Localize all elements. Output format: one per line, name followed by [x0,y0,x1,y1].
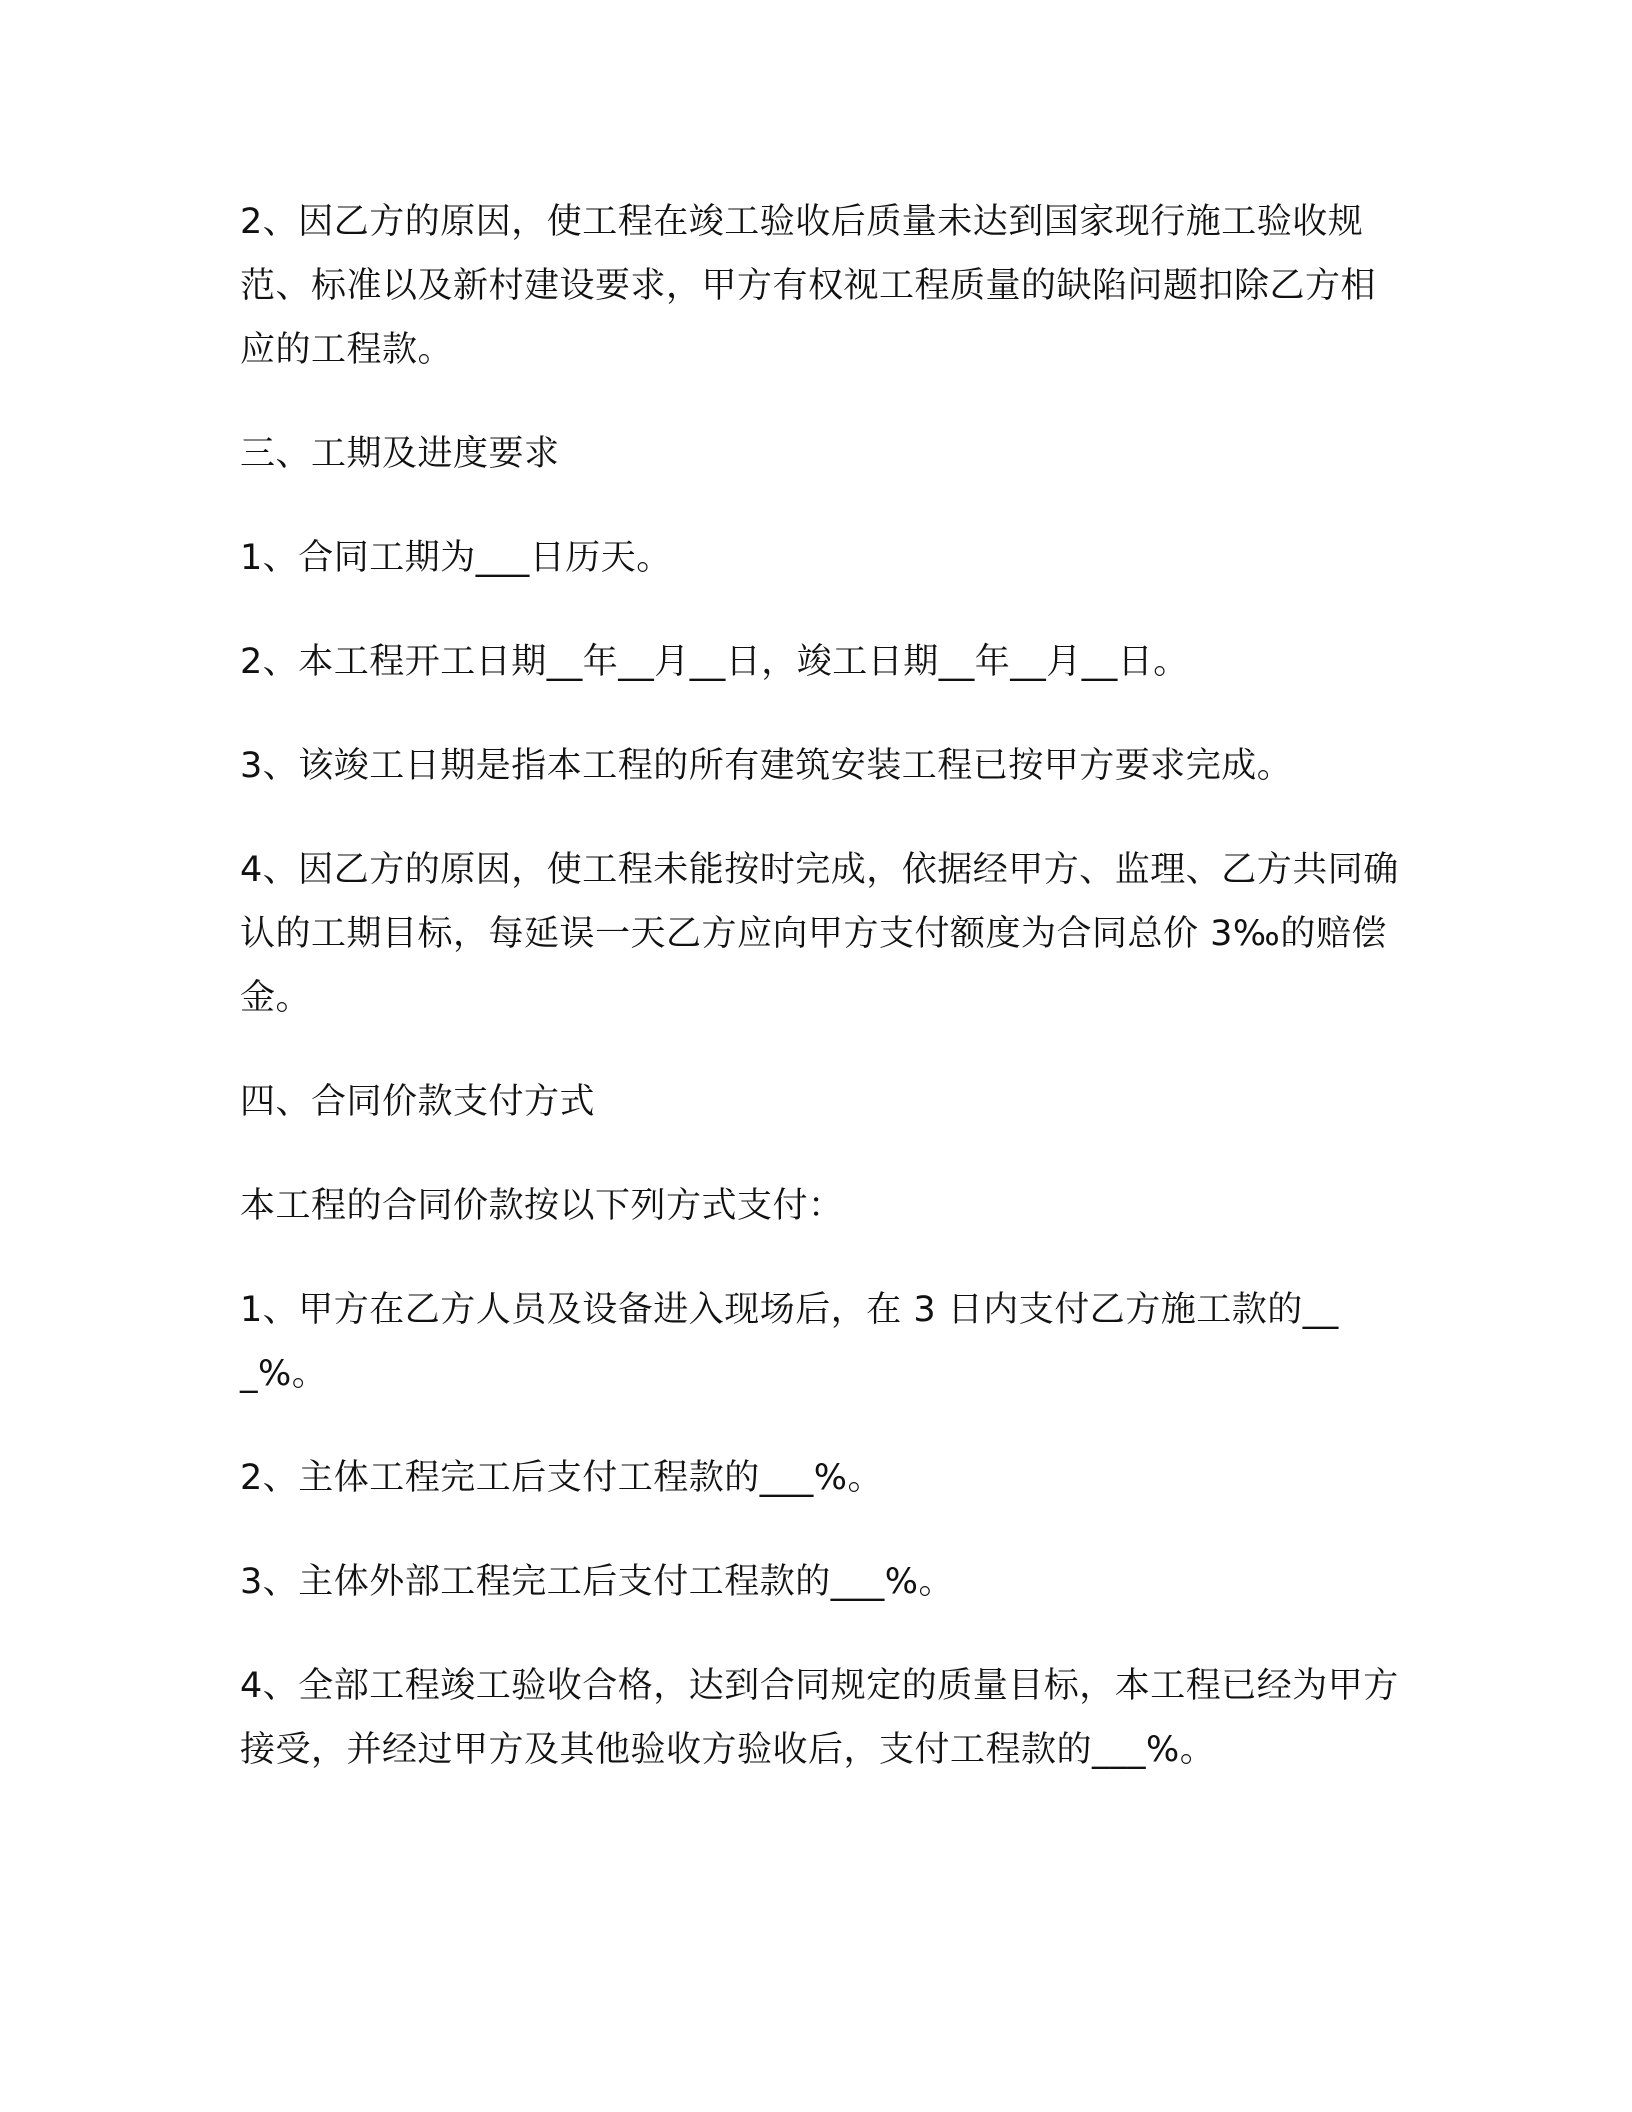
paragraph-contract-duration: 1、合同工期为___日历天。 [240,538,672,578]
section-heading-payment: 四、合同价款支付方式 [240,1082,596,1122]
paragraph-delay-penalty: 4、因乙方的原因，使工程未能按时完成，依据经甲方、监理、乙方共同确认的工期目标，每延误一天乙方应向甲方支付额度为合同总价 3‰的赔偿金。 [240,850,1399,1018]
paragraph-quality-deduction: 2、因乙方的原因，使工程在竣工验收后质量未达到国家现行施工验收规范、标准以及新村建设要求，甲方有权视工程质量的缺陷问题扣除乙方相应的工程款。 [240,202,1377,370]
paragraph-start-end-dates: 2、本工程开工日期__年__月__日，竣工日期__年__月__日。 [240,642,1189,682]
paragraph-payment-2: 2、主体工程完工后支付工程款的___%。 [240,1458,884,1498]
document-body [240,190,1400,1822]
paragraph-completion-definition: 3、该竣工日期是指本工程的所有建筑安装工程已按甲方要求完成。 [240,746,1293,786]
paragraph-payment-4: 4、全部工程竣工验收合格，达到合同规定的质量目标，本工程已经为甲方接受，并经过甲方及其他验收方验收后，支付工程款的___%。 [240,1666,1399,1770]
paragraph-payment-3: 3、主体外部工程完工后支付工程款的___%。 [240,1562,955,1602]
paragraph-payment-intro: 本工程的合同价款按以下列方式支付： [240,1186,844,1226]
section-heading-schedule: 三、工期及进度要求 [240,434,560,474]
paragraph-payment-1: 1、甲方在乙方人员及设备进入现场后，在 3 日内支付乙方施工款的___%。 [240,1290,1339,1394]
